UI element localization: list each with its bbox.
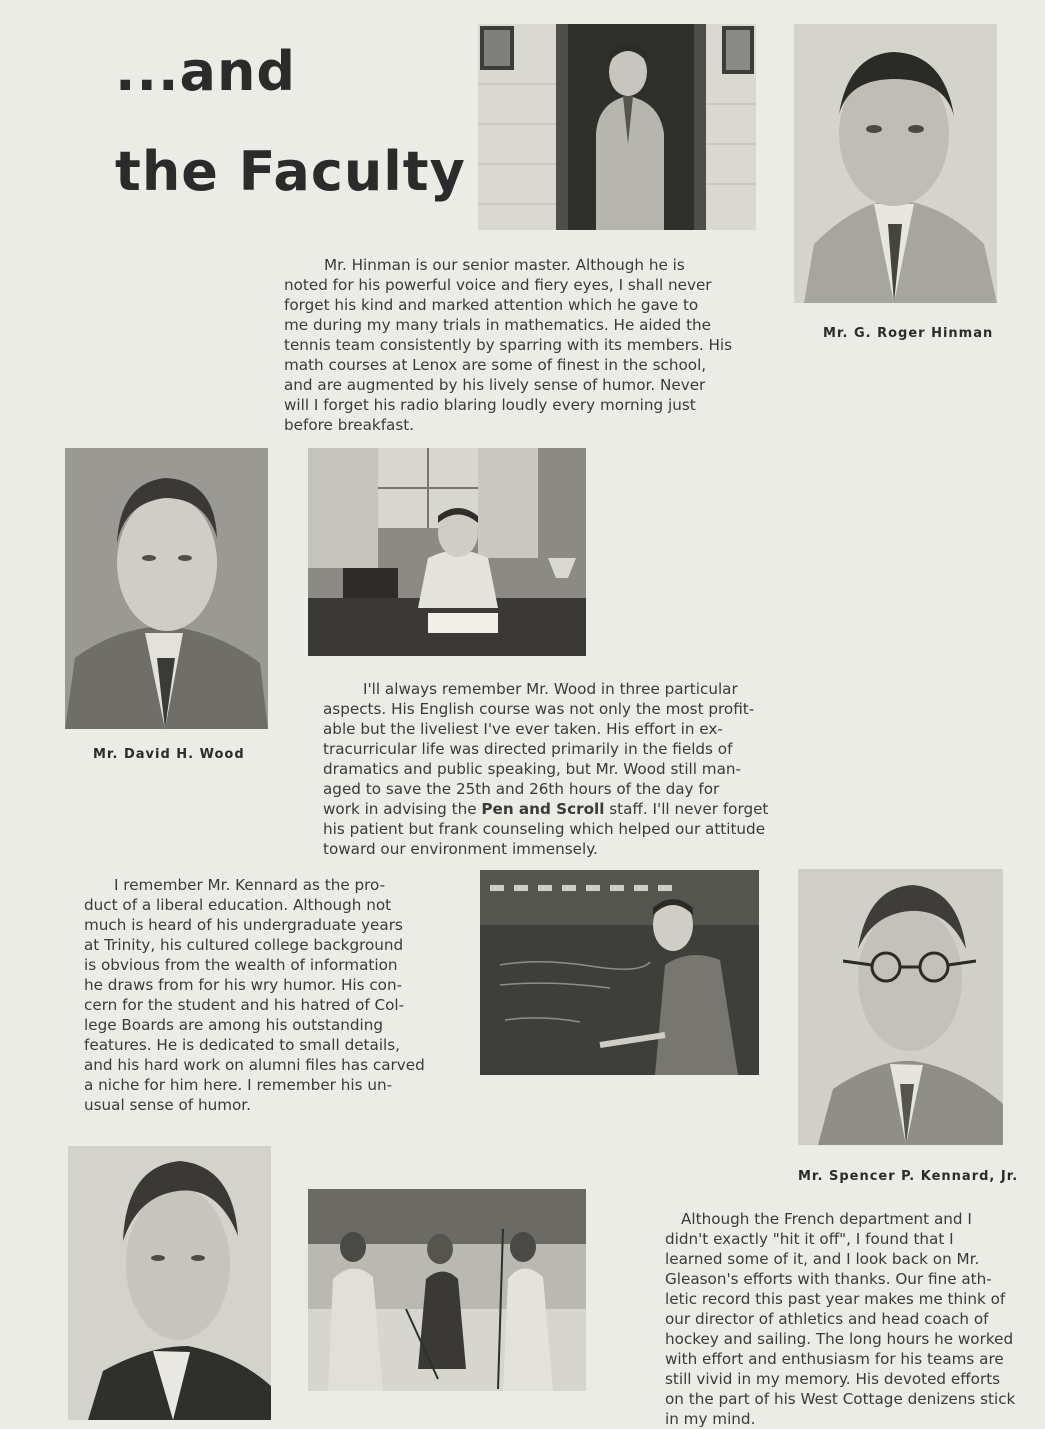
text-line: lege Boards are among his outstanding — [84, 1016, 384, 1034]
text-line: didn't exactly "hit it off", I found that I — [665, 1230, 954, 1248]
text-line: he draws from for his wry humor. His con- — [84, 976, 403, 994]
text-line: much is heard of his undergraduate years — [84, 916, 403, 934]
text-line: aspects. His English course was not only the most profit- — [323, 700, 755, 718]
kennard-caption: Mr. Spencer P. Kennard, Jr. — [798, 1169, 1019, 1184]
gleason-paragraph — [665, 1209, 1020, 1429]
text-line: in my mind. — [665, 1410, 756, 1428]
wood-caption: Mr. David H. Wood — [93, 747, 245, 762]
text-line: aged to save the 25th and 26th hours of the day for — [323, 780, 720, 798]
text-line: and are augmented by his lively sense of humor. Never — [284, 376, 706, 394]
text-line: forget his kind and marked attention which he gave to — [284, 296, 699, 314]
text-line: tracurricular life was directed primarily in the fields of — [323, 740, 733, 758]
gleason-portrait — [68, 1146, 271, 1420]
text-line: before breakfast. — [284, 416, 415, 434]
text-line: his patient but frank counseling which helped our attitude — [323, 820, 766, 838]
text-line: me during my many trials in mathematics. He aided the — [284, 316, 712, 334]
text-line: Although the French department and I — [681, 1210, 972, 1228]
text-line: toward our environment immensely. — [323, 840, 598, 858]
text-line: and his hard work on alumni files has carved — [84, 1056, 425, 1074]
text-line: a niche for him here. I remember his un- — [84, 1076, 393, 1094]
heading-line-2: the Faculty — [115, 140, 466, 203]
text-line: on the part of his West Cottage denizens stick — [665, 1390, 1016, 1408]
text-line: our director of athletics and head coach of — [665, 1310, 989, 1328]
pen-and-scroll-name: Pen and Scroll — [481, 800, 605, 818]
wood-desk-photo — [308, 448, 586, 656]
text-line: letic record this past year makes me think of — [665, 1290, 1006, 1308]
kennard-portrait — [798, 869, 1003, 1145]
text-line: still vivid in my memory. His devoted efforts — [665, 1370, 1001, 1388]
text-fragment: staff. I'll never forget — [604, 800, 769, 818]
hinman-paragraph — [284, 255, 746, 435]
text-fragment: work in advising the — [323, 800, 482, 818]
text-line: math courses at Lenox are some of finest in the school, — [284, 356, 707, 374]
text-line: I'll always remember Mr. Wood in three particular — [363, 680, 738, 698]
text-line: Mr. Hinman is our senior master. Although he is — [324, 256, 685, 274]
text-line: noted for his powerful voice and fiery eyes, I shall never — [284, 276, 712, 294]
text-line: hockey and sailing. The long hours he worked — [665, 1330, 1014, 1348]
text-line: duct of a liberal education. Although not — [84, 896, 392, 914]
text-line: learned some of it, and I look back on Mr. — [665, 1250, 980, 1268]
text-line: I remember Mr. Kennard as the pro- — [114, 876, 386, 894]
text-line: is obvious from the wealth of information — [84, 956, 398, 974]
text-line: dramatics and public speaking, but Mr. Wood still man- — [323, 760, 742, 778]
text-line: cern for the student and his hatred of Col- — [84, 996, 405, 1014]
wood-paragraph — [323, 679, 786, 859]
heading-line-1: ...and — [115, 40, 297, 103]
kennard-blackboard-photo — [480, 870, 759, 1075]
text-line: with effort and enthusiasm for his teams are — [665, 1350, 1004, 1368]
text-line: Gleason's efforts with thanks. Our fine ath- — [665, 1270, 992, 1288]
text-line — [323, 799, 786, 819]
text-line: usual sense of humor. — [84, 1096, 251, 1114]
text-line: able but the liveliest I've ever taken. His effort in ex- — [323, 720, 723, 738]
text-line: features. He is dedicated to small details, — [84, 1036, 401, 1054]
text-line: tennis team consistently by sparring with its members. His — [284, 336, 733, 354]
hinman-portrait — [794, 24, 997, 303]
text-line: at Trinity, his cultured college background — [84, 936, 404, 954]
text-line: will I forget his radio blaring loudly every morning just — [284, 396, 696, 414]
kennard-paragraph — [84, 875, 430, 1115]
hinman-doorway-photo — [478, 24, 756, 230]
gleason-hockey-photo — [308, 1189, 586, 1391]
wood-portrait — [65, 448, 268, 729]
hinman-caption: Mr. G. Roger Hinman — [823, 326, 994, 341]
